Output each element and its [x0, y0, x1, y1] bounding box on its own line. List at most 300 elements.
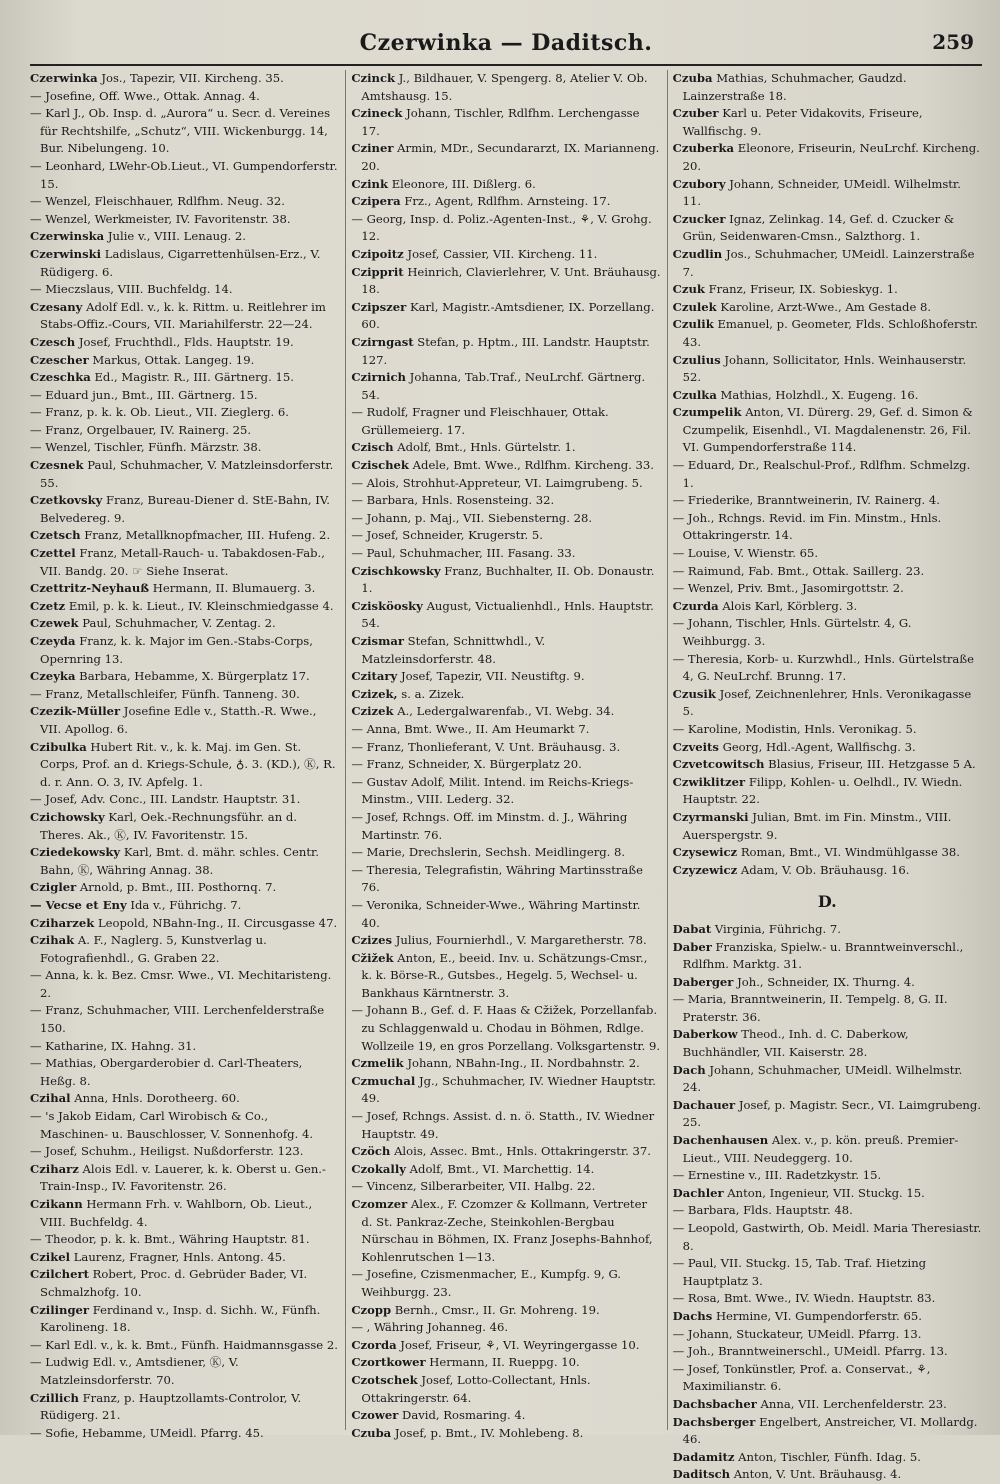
directory-entry [351, 404, 660, 439]
directory-entry [30, 580, 339, 598]
directory-entry [351, 510, 660, 528]
entry-details: Josef, Fruchthdl., Flds. Hauptstr. 19. [78, 334, 294, 349]
entry-details: — Franz, Schneider, X. Bürgerplatz 20. [351, 757, 582, 772]
entry-details: — Karoline, Modistin, Hnls. Veronikag. 5. [672, 721, 917, 736]
entry-surname: Czusik [672, 686, 716, 701]
entry-surname: Czulius [672, 352, 721, 367]
entry-surname: Czeyka [30, 669, 76, 684]
directory-entry [30, 791, 339, 809]
directory-entry [30, 387, 339, 405]
directory-entry [673, 404, 982, 457]
entry-surname: Czeschka [30, 370, 91, 385]
entry-details: — Mieczslaus, VIII. Buchfeldg. 14. [30, 282, 233, 297]
columns [30, 70, 982, 1482]
directory-entry [30, 1055, 339, 1090]
directory-entry [351, 1161, 660, 1179]
directory-entry [673, 1414, 982, 1449]
directory-entry [30, 527, 339, 545]
directory-entry [673, 176, 982, 211]
entry-surname: Czurda [672, 598, 719, 613]
directory-entry [30, 299, 339, 334]
directory-entry [351, 264, 660, 299]
entry-details: August, Victualienhdl., Hnls. Hauptstr. 54. [361, 598, 654, 631]
entry-surname: Czerwinka [30, 71, 98, 85]
directory-entry [673, 281, 982, 299]
directory-entry [30, 228, 339, 246]
entry-surname: Czihal [30, 1091, 71, 1106]
directory-entry [30, 1196, 339, 1231]
directory-entry [351, 70, 660, 105]
entry-surname: Czuba [672, 71, 713, 85]
directory-entry [673, 299, 982, 317]
entry-surname: Dachsberger [672, 1414, 756, 1429]
entry-details: Karoline, Arzt-Wwe., Am Gestade 8. [720, 299, 932, 314]
directory-entry [351, 844, 660, 862]
directory-entry [30, 352, 339, 370]
directory-entry [351, 756, 660, 774]
directory-entry [673, 1202, 982, 1220]
entry-details: Roman, Bmt., VI. Windmühlgasse 38. [740, 845, 960, 860]
entry-details: Engelbert, Anstreicher, VI. Mollardg. 46. [682, 1414, 978, 1447]
entry-details: Josef, Cassier, VII. Kircheng. 11. [407, 246, 598, 261]
directory-entry [351, 897, 660, 932]
entry-details: Frz., Agent, Rdlfhm. Arnsteing. 17. [404, 194, 611, 209]
directory-entry [30, 545, 339, 580]
entry-details: — Johann, Stuckateur, UMeidl. Pfarrg. 13. [672, 1326, 922, 1341]
entry-surname: Dachenhausen [672, 1133, 769, 1148]
entry-surname: Dach [672, 1062, 706, 1077]
entry-details: Mathias, Holzhdl., X. Eugeng. 16. [720, 387, 919, 402]
entry-surname: Czopp [351, 1302, 392, 1317]
entry-details: — Theodor, p. k. k. Bmt., Währing Hauptstr. 81. [30, 1232, 310, 1247]
entry-details: David, Rosmaring. 4. [402, 1408, 526, 1423]
entry-details: — Wenzel, Priv. Bmt., Jasomirgottstr. 2. [672, 581, 904, 596]
directory-entry [30, 246, 339, 281]
directory-entry [351, 193, 660, 211]
directory-entry [673, 1185, 982, 1203]
directory-entry [30, 1390, 339, 1425]
directory-entry [30, 897, 339, 915]
directory-entry [30, 844, 339, 879]
entry-details: — 's Jakob Eidam, Carl Wirobisch & Co., Maschinen- u. Bauschlosser, V. Sonnenhofg. 4. [30, 1109, 314, 1141]
entry-details: — Karl J., Ob. Insp. d. „Aurora“ u. Secr. d. Vereines für Rechtshilfe, „Schutz“, VIII. Wickenburgg. 14, Bur. Nibelungeng. 10. [30, 106, 331, 156]
entry-details: — Marie, Drechslerin, Sechsh. Meidlingerg. 8. [351, 845, 626, 860]
directory-entry [673, 1466, 982, 1484]
entry-details: Franz, p. Hauptzollamts-Controlor, V. Rüdigerg. 21. [40, 1390, 302, 1423]
directory-entry [673, 70, 982, 105]
entry-details: Johann, Tischler, Rdlfhm. Lerchengasse 17. [361, 106, 640, 138]
entry-details: — Eduard, Dr., Realschul-Prof., Rdlfhm. Schmelzg. 1. [672, 458, 971, 490]
entry-surname: Czizek [351, 704, 394, 719]
directory-entry [30, 88, 339, 106]
entry-details: Alex., F. Czomzer & Kollmann, Vertreter d. St. Pankraz-Zeche, Steinkohlen-Bergbau Nürschau in Böhmen, IX. Franz Josephs-Bahnhof, Kohlenrutschen 1—13. [361, 1197, 653, 1264]
directory-entry [30, 1038, 339, 1056]
directory-entry [351, 439, 660, 457]
directory-entry [30, 422, 339, 440]
entry-details: Blasius, Friseur, III. Hetzgasse 5 A. [768, 757, 976, 772]
entry-surname: Czesnek [30, 458, 84, 473]
entry-details: Emanuel, p. Geometer, Flds. Schloßhoferstr. 43. [682, 317, 979, 349]
entry-surname: Dachauer [672, 1097, 736, 1112]
directory-entry [351, 1143, 660, 1161]
directory-entry [351, 299, 660, 334]
directory-entry [673, 739, 982, 757]
directory-entry [351, 1407, 660, 1425]
entry-surname: Daberger [672, 974, 734, 989]
entry-details: Franz, Metall-Rauch- u. Tabakdosen-Fab., VII. Bandg. 20. ☞ Siehe Inserat. [40, 546, 325, 578]
directory-entry [351, 774, 660, 809]
directory-entry [673, 939, 982, 974]
entry-details: s. a. Zizek. [401, 686, 465, 701]
entry-details: — Alois, Strohhut-Appreteur, VI. Laimgrubeng. 5. [351, 475, 643, 490]
entry-surname: Czichowsky [30, 809, 105, 824]
directory-entry [351, 176, 660, 194]
directory-entry [351, 1425, 660, 1443]
entry-surname: Czismar [351, 634, 404, 648]
entry-surname: Czudlin [672, 246, 723, 261]
directory-entry [351, 492, 660, 510]
directory-entry [30, 70, 339, 88]
entry-details: Franz, Buchhalter, II. Ob. Donaustr. 1. [361, 563, 655, 596]
entry-details: Heinrich, Clavierlehrer, V. Unt. Bräuhausg. 18. [361, 264, 661, 297]
entry-details: Robert, Proc. d. Gebrüder Bader, VI. Schmalzhofg. 10. [40, 1267, 308, 1299]
entry-surname: Dachler [672, 1185, 724, 1200]
entry-details: — Franz, Orgelbauer, IV. Rainerg. 25. [30, 422, 252, 437]
entry-details: — Wenzel, Werkmeister, IV. Favoritenstr. 38. [30, 211, 291, 226]
entry-details: Mathias, Schuhmacher, Gaudzd. Lainzerstraße 18. [682, 71, 907, 103]
directory-entry [30, 598, 339, 616]
directory-entry [351, 1319, 660, 1337]
entry-surname: Czigler [30, 880, 77, 895]
entry-details: Markus, Ottak. Langeg. 19. [92, 352, 255, 367]
entry-details: Josef, Tapezir, VII. Neustiftg. 9. [400, 669, 585, 684]
directory-entry [673, 1326, 982, 1344]
entry-details: Johann, Schneider, UMeidl. Wilhelmstr. 11. [682, 176, 961, 209]
entry-surname: — Vecse et Eny [30, 897, 127, 912]
directory-entry [673, 246, 982, 281]
entry-details: Franz, Metallknopfmacher, III. Hufeng. 2. [84, 528, 331, 543]
entry-details: Julian, Bmt. im Fin. Minstm., VIII. Auerspergstr. 9. [682, 809, 952, 842]
entry-details: — Maria, Branntweinerin, II. Tempelg. 8, G. II. Praterstr. 36. [672, 992, 948, 1024]
entry-surname: Dachs [672, 1308, 713, 1323]
entry-details: — Veronika, Schneider-Wwe., Währing Martinstr. 40. [351, 897, 641, 930]
entry-details: Johann, Sollicitator, Hnls. Weinhauserstr. 52. [682, 352, 967, 385]
entry-details: Emil, p. k. k. Lieut., IV. Kleinschmiedgasse 4. [68, 598, 334, 613]
directory-entry [673, 140, 982, 175]
entry-details: Josef, Zeichnenlehrer, Hnls. Veronikagasse 5. [682, 686, 972, 719]
entry-surname: Czitary [351, 669, 398, 684]
entry-surname: Czizes [351, 933, 393, 948]
entry-details: Armin, MDr., Secundararzt, IX. Marianneng. 20. [361, 141, 660, 173]
entry-surname: Dabat [672, 921, 712, 936]
entry-surname: Czulek [672, 299, 717, 314]
entry-details: Eleonore, III. Dißlerg. 6. [391, 176, 536, 191]
directory-entry [673, 1396, 982, 1414]
directory-entry [351, 932, 660, 950]
entry-surname: Czorda [351, 1337, 397, 1352]
entry-surname: Czerwinski [30, 246, 102, 261]
directory-entry [30, 492, 339, 527]
entry-surname: Czikel [30, 1249, 71, 1264]
entry-surname: Czulik [672, 317, 714, 332]
entry-surname: Czisch [351, 440, 394, 455]
directory-entry [351, 668, 660, 686]
entry-surname: Czipera [351, 194, 401, 209]
entry-details: — Ernestine v., III. Radetzkystr. 15. [672, 1168, 882, 1183]
directory-entry [30, 439, 339, 457]
entry-surname: Czizek, [351, 686, 398, 701]
entry-surname: Dadamitz [672, 1449, 735, 1464]
entry-details: — Joh., Branntweinerschl., UMeidl. Pfarrg. 13. [672, 1344, 948, 1359]
entry-details: Julie v., VIII. Lenaug. 2. [107, 229, 246, 244]
directory-entry [673, 1343, 982, 1361]
directory-entry [673, 974, 982, 992]
entry-details: Hubert Rit. v., k. k. Maj. im Gen. St. Corps, Prof. an d. Kriegs-Schule, ♁. 3. (KD.), Ⓚ, R. d. r. Ann. O. 3, IV. Apfelg. 1. [40, 739, 336, 789]
entry-details: — Anna, k. k. Bez. Cmsr. Wwe., VI. Mechitaristeng. 2. [30, 968, 332, 1000]
entry-details: — Sofie, Hebamme, UMeidl. Pfarrg. 45. [30, 1425, 264, 1440]
directory-entry [673, 510, 982, 545]
entry-surname: Czikann [30, 1197, 83, 1211]
directory-entry [673, 1026, 982, 1061]
directory-entry [351, 1055, 660, 1073]
entry-surname: Cžižek [351, 950, 394, 965]
directory-entry [673, 563, 982, 581]
directory-entry [351, 457, 660, 475]
directory-entry [351, 1002, 660, 1055]
entry-details: — Rosa, Bmt. Wwe., IV. Wiedn. Hauptstr. 83. [672, 1291, 936, 1306]
entry-details: — Eduard jun., Bmt., III. Gärtnerg. 15. [30, 387, 258, 402]
directory-entry [351, 739, 660, 757]
entry-surname: Czirngast [351, 334, 414, 349]
entry-details: — Mathias, Obergarderobier d. Carl-Theaters, Heßg. 8. [30, 1056, 303, 1088]
entry-details: Alois Edl. v. Lauerer, k. k. Oberst u. Gen.-Train-Insp., IV. Favoritenstr. 26. [40, 1161, 326, 1194]
entry-details: Alois, Assec. Bmt., Hnls. Ottakringerstr. 37. [394, 1144, 651, 1159]
entry-details: Filipp, Kohlen- u. Oelhdl., IV. Wiedn. Hauptstr. 22. [682, 774, 963, 807]
entry-details: Stefan, Schnittwhdl., V. Matzleinsdorferstr. 48. [361, 634, 546, 666]
entry-surname: Czeyda [30, 634, 76, 648]
entry-details: Ed., Magistr. R., III. Gärtnerg. 15. [94, 370, 294, 385]
entry-surname: Czetsch [30, 528, 81, 543]
directory-entry [30, 211, 339, 229]
entry-details: A. F., Naglerg. 5, Kunstverlag u. Fotografienhdl., G. Graben 22. [40, 933, 267, 965]
directory-entry [673, 211, 982, 246]
entry-details: — Georg, Insp. d. Poliz.-Agenten-Inst., ⚘, V. Grohg. 12. [351, 211, 652, 244]
entry-surname: Daditsch [672, 1467, 731, 1482]
entry-surname: Czuk [672, 282, 705, 297]
entry-details: Ladislaus, Cigarrettenhülsen-Erz., V. Rüdigerg. 6. [40, 246, 321, 279]
directory-entry [673, 1132, 982, 1167]
directory-entry [351, 246, 660, 264]
entry-details: Bernh., Cmsr., II. Gr. Mohreng. 19. [394, 1302, 600, 1317]
directory-entry [673, 316, 982, 351]
section-letter: D. [817, 892, 837, 912]
directory-entry [673, 1255, 982, 1290]
entry-details: — Paul, VII. Stuckg. 15, Tab. Traf. Hietzing Hauptplatz 3. [672, 1256, 927, 1288]
entry-details: — Josef, Schneider, Krugerstr. 5. [351, 528, 543, 543]
directory-entry [673, 921, 982, 939]
entry-details: — Katharine, IX. Hahng. 31. [30, 1038, 197, 1053]
entry-details: Josefine Edle v., Statth.-R. Wwe., VII. Apollog. 6. [40, 704, 317, 736]
entry-details: Ignaz, Zelinkag. 14, Gef. d. Czucker & Grün, Seidenwaren-Cmsn., Salzthorg. 1. [682, 211, 955, 244]
directory-entry [351, 527, 660, 545]
directory-entry [673, 1220, 982, 1255]
directory-entry [30, 915, 339, 933]
directory-entry [351, 1302, 660, 1320]
entry-details: — Franz, Schuhmacher, VIII. Lerchenfelderstraße 150. [30, 1003, 325, 1036]
entry-details: Josef, p. Bmt., IV. Mohlebeng. 8. [394, 1425, 584, 1440]
entry-details: Stefan, p. Hptm., III. Landstr. Hauptstr. 127. [361, 334, 650, 367]
entry-details: Karl, Magistr.-Amtsdiener, IX. Porzellang. 60. [361, 299, 655, 332]
entry-details: Eleonore, Friseurin, NeuLrchf. Kircheng. 20. [682, 141, 980, 173]
entry-details: — Franz, p. k. k. Ob. Lieut., VII. Zieglerg. 6. [30, 405, 289, 420]
directory-entry [351, 211, 660, 246]
entry-surname: Czetkovsky [30, 493, 103, 508]
entry-surname: Daberkow [672, 1027, 738, 1042]
entry-surname: Czortkower [351, 1355, 426, 1370]
entry-details: — Josefine, Off. Wwe., Ottak. Annag. 4. [30, 88, 260, 103]
entry-details: Anton, Ingenieur, VII. Stuckg. 15. [727, 1185, 925, 1200]
entry-details: Virginia, Führichg. 7. [714, 921, 841, 936]
entry-surname: Czuberka [672, 141, 735, 156]
directory-entry [673, 105, 982, 140]
directory-entry [351, 563, 660, 598]
directory-entry [351, 105, 660, 140]
directory-entry [351, 475, 660, 493]
entry-surname: Dachsbacher [672, 1396, 757, 1411]
entry-details: Jg., Schuhmacher, IV. Wiedner Hauptstr. 49. [361, 1073, 656, 1106]
directory-entry [673, 598, 982, 616]
directory-entry [673, 1290, 982, 1308]
directory-entry [351, 1196, 660, 1266]
directory-entry [673, 387, 982, 405]
entry-details: Joh., Schneider, IX. Thurng. 4. [737, 974, 915, 989]
entry-details: Laurenz, Fragner, Hnls. Antong. 45. [73, 1249, 286, 1264]
entry-details: — Ludwig Edl. v., Amtsdiener, Ⓚ, V. Matzleinsdorferstr. 70. [30, 1355, 239, 1387]
entry-surname: Czischek [351, 458, 409, 473]
column-left [30, 70, 339, 1440]
entry-surname: Czirnich [351, 370, 406, 385]
directory-entry [351, 686, 660, 704]
entry-details: Georg, Hdl.-Agent, Wallfischg. 3. [722, 739, 916, 754]
entry-surname: Czillich [30, 1390, 79, 1405]
entry-surname: Czink [351, 176, 389, 191]
directory-entry [30, 686, 339, 704]
entry-details: Anna, Hnls. Dorotheerg. 60. [74, 1091, 240, 1106]
directory-entry [351, 950, 660, 1003]
entry-details: — Leonhard, LWehr-Ob.Lieut., VI. Gumpendorferstr. 15. [30, 158, 338, 191]
directory-entry [351, 545, 660, 563]
directory-entry [351, 140, 660, 175]
directory-entry [30, 1249, 339, 1267]
entry-details: — Josef, Rchngs. Off. im Minstm. d. J., Währing Martinstr. 76. [351, 809, 628, 842]
directory-entry [30, 809, 339, 844]
entry-details: Hermine, VI. Gumpendorferstr. 65. [715, 1308, 922, 1323]
directory-entry [673, 809, 982, 844]
directory-entry [30, 1143, 339, 1161]
entry-surname: Czokally [351, 1161, 406, 1176]
entry-surname: Czveits [672, 739, 719, 754]
entry-details: — Vincenz, Silberarbeiter, VII. Halbg. 22. [351, 1179, 596, 1194]
entry-surname: Czipoitz [351, 246, 404, 261]
entry-details: — Josef, Schuhm., Heiligst. Nußdorferstr. 123. [30, 1144, 304, 1159]
directory-entry [30, 967, 339, 1002]
entry-details: — Raimund, Fab. Bmt., Ottak. Saillerg. 23. [672, 563, 925, 578]
entry-details: A., Ledergalwarenfab., VI. Webg. 34. [397, 704, 615, 719]
entry-details: Anton, E., beeid. Inv. u. Schätzungs-Cmsr., k. k. Börse-R., Gutsbes., Hegelg. 5, Wechsel- u. Bankhaus Kärntnerstr. 3. [361, 950, 648, 1000]
directory-entry [30, 404, 339, 422]
directory-entry [30, 369, 339, 387]
entry-details: Anton, Tischler, Fünfh. Idag. 5. [738, 1449, 921, 1464]
directory-entry [351, 1108, 660, 1143]
entry-surname: Cziharzek [30, 915, 95, 930]
page-number: 259 [932, 30, 974, 54]
directory-entry [30, 1090, 339, 1108]
directory-entry [30, 1337, 339, 1355]
entry-surname: Czezik-Müller [30, 704, 121, 719]
entry-surname: Czewek [30, 616, 79, 631]
entry-surname: Czesany [30, 299, 83, 314]
entry-surname: Czmuchal [351, 1073, 416, 1088]
directory-entry [673, 862, 982, 880]
directory-entry [673, 844, 982, 862]
entry-surname: Czulka [672, 387, 717, 402]
directory-entry [351, 721, 660, 739]
column-right [667, 70, 982, 1482]
directory-entry [673, 721, 982, 739]
entry-details: — Paul, Schuhmacher, III. Fasang. 33. [351, 546, 576, 561]
entry-details: — Josef, Tonkünstler, Prof. a. Conservat., ⚘, Maximilianstr. 6. [672, 1361, 931, 1394]
entry-surname: Czipszer [351, 299, 407, 314]
entry-details: — Theresia, Korb- u. Kurzwhdl., Hnls. Gürtelstraße 4, G. NeuLrchf. Brunng. 17. [672, 651, 974, 684]
entry-surname: Czuba [351, 1425, 392, 1440]
entry-surname: Czmelik [351, 1056, 404, 1071]
entry-details: Karl u. Peter Vidakovits, Friseure, Wallfischg. 9. [682, 106, 923, 138]
entry-details: — Barbara, Flds. Hauptstr. 48. [672, 1203, 853, 1218]
directory-entry [673, 756, 982, 774]
directory-entry [351, 862, 660, 897]
directory-entry [673, 492, 982, 510]
directory-entry [30, 615, 339, 633]
page-title: Czerwinka — Daditsch. [359, 30, 653, 56]
directory-entry [30, 703, 339, 738]
directory-entry [351, 1337, 660, 1355]
directory-entry [30, 1108, 339, 1143]
entry-surname: Cziedekowsky [30, 845, 121, 860]
directory-entry [30, 457, 339, 492]
entry-details: Arnold, p. Bmt., III. Posthornq. 7. [79, 880, 277, 895]
entry-details: Johann, NBahn-Ing., II. Nordbahnstr. 2. [407, 1056, 640, 1071]
entry-details: — Barbara, Hnls. Rosensteing. 32. [351, 493, 555, 508]
directory-entry [673, 457, 982, 492]
entry-details: Franz, Friseur, IX. Sobieskyg. 1. [708, 282, 898, 297]
entry-details: Adolf Edl. v., k. k. Rittm. u. Reitlehrer im Stabs-Offiz.-Cours, VII. Mariahilferstr. 22—24. [40, 299, 326, 332]
directory-entry [351, 598, 660, 633]
entry-details: Ferdinand v., Insp. d. Sichh. W., Fünfh. Karolineng. 18. [40, 1302, 321, 1335]
entry-details: — Friederike, Branntweinerin, IV. Rainerg. 4. [672, 493, 940, 508]
entry-details: Adam, V. Ob. Bräuhausg. 16. [740, 862, 910, 877]
directory-entry [351, 1266, 660, 1301]
entry-details: — Johann B., Gef. d. F. Haas & Cžižek, Porzellanfab. zu Schlaggenwald u. Chodau in Böhmen, Rdlge. Wollzeile 19, en gros Porzellang. Volksgartenstr. 9. [351, 1003, 661, 1053]
entry-details: Adolf, Bmt., Hnls. Gürtelstr. 1. [397, 440, 576, 455]
entry-details: — Johann, p. Maj., VII. Siebensterng. 28. [351, 510, 593, 525]
entry-surname: Czineck [351, 106, 403, 121]
entry-details: — Theresia, Telegrafistin, Währing Martinsstraße 76. [351, 862, 643, 895]
entry-details: Theod., Inh. d. C. Daberkow, Buchhändler, VII. Kaiserstr. 28. [682, 1027, 909, 1060]
entry-surname: Czesch [30, 334, 76, 349]
directory-entry [673, 1308, 982, 1326]
entry-details: Barbara, Hebamme, X. Bürgerplatz 17. [79, 669, 310, 684]
entry-surname: Czöch [351, 1144, 391, 1159]
